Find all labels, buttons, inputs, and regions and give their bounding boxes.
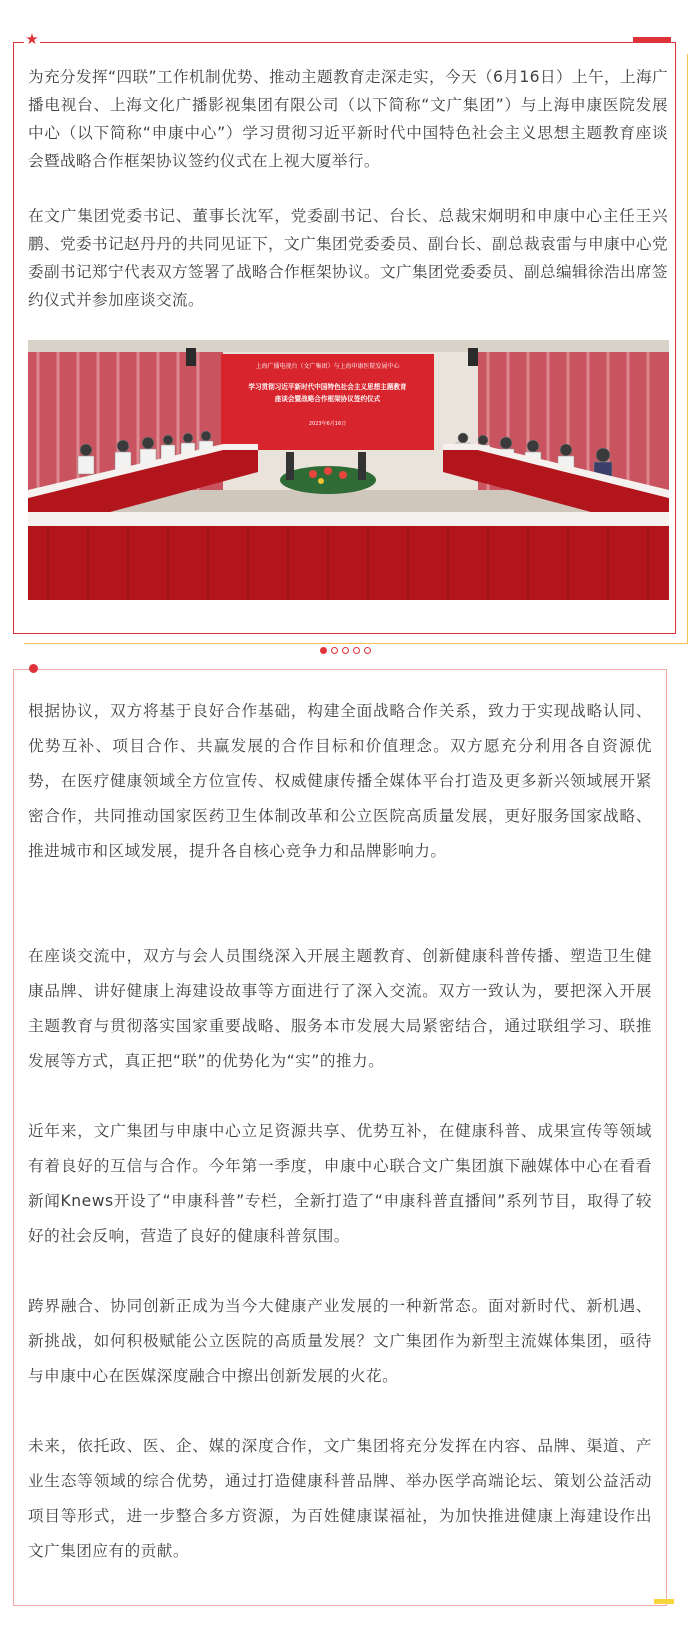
body-paragraph-3: 近年来，文广集团与申康中心立足资源共享、优势互补，在健康科普、成果宣传等领域有着良好的互信与合作。今年第一季度，申康中心联合文广集团旗下融媒体中心在看看新闻Knews开设了“申康科普”专栏，全新打造了“申康科普直播间”系列节目，取得了较好的社会反响，营造了良好的健康科普氛围。: [28, 1122, 652, 1245]
pagination-dot-1[interactable]: [320, 647, 327, 654]
pagination-dot-3[interactable]: [342, 647, 349, 654]
screen-title-line1: 学习贯彻习近平新时代中国特色社会主义思想主题教育: [248, 383, 407, 391]
screen-date: 2023年6月16日: [308, 421, 347, 427]
body-paragraph-2: 在座谈交流中，双方与会人员围绕深入开展主题教育、创新健康科普传播、塑造卫生健康品牌、讲好健康上海建设故事等方面进行了深入交流。双方一致认为，要把深入开展主题教育与贯彻落实国家重要战略、服务本市发展大局紧密结合，通过联组学习、联推发展等方式，真正把“联”的优势化为“实”的推力。: [28, 947, 652, 1070]
signing-ceremony-photo[interactable]: [28, 340, 669, 600]
yellow-dash-decoration: [654, 1599, 674, 1604]
pagination-dot-2[interactable]: [331, 647, 338, 654]
intro-paragraph-1: 为充分发挥“四联”工作机制优势、推动主题教育走深走实，今天（6月16日）上午，上海广播电视台、上海文化广播影视集团有限公司（以下简称“文广集团”）与上海申康医院发展中心（以下简称“申康中心”）学习贯彻习近平新时代中国特色社会主义思想主题教育座谈会暨战略合作框架协议签约仪式在上视大厦举行。: [28, 68, 668, 170]
card-dot-decoration: [29, 664, 38, 673]
star-icon: ★: [25, 30, 39, 48]
body-paragraph-1: 根据协议，双方将基于良好合作基础，构建全面战略合作关系，致力于实现战略认同、优势互补、项目合作、共赢发展的合作目标和价值理念。双方愿充分利用各自资源优势，在医疗健康领域全方位宣传、权威健康传播全媒体平台打造及更多新兴领域展开紧密合作，共同推动国家医药卫生体制改革和公立医院高质量发展，更好服务国家战略、推进城市和区域发展，提升各自核心竞争力和品牌影响力。: [28, 702, 652, 860]
conference-room-illustration: [28, 340, 669, 600]
body-paragraph-4: 跨界融合、协同创新正成为当今大健康产业发展的一种新常态。面对新时代、新机遇、新挑战，如何积极赋能公立医院的高质量发展？文广集团作为新型主流媒体集团，亟待与申康中心在医媒深度融合中擦出创新发展的火花。: [28, 1297, 652, 1385]
corner-tab-decoration: [633, 37, 671, 43]
pagination-dot-4[interactable]: [353, 647, 360, 654]
carousel-pagination: [320, 647, 371, 657]
screen-header-text: 上海广播电视台（文广集团）与上海申康医院发展中心: [255, 363, 400, 370]
intro-paragraph-2: 在文广集团党委书记、董事长沈军，党委副书记、台长、总裁宋炯明和申康中心主任王兴鹏、党委书记赵丹丹的共同见证下，文广集团党委委员、副台长、副总裁袁雷与申康中心党委副书记郑宁代表双方签署了战略合作框架协议。文广集团党委委员、副总编辑徐浩出席签约仪式并参加座谈交流。: [28, 207, 668, 309]
screen-title-line2: 座谈会暨战略合作框架协议签约仪式: [274, 395, 381, 403]
body-paragraph-5: 未来，依托政、医、企、媒的深度合作，文广集团将充分发挥在内容、品牌、渠道、产业生态等领域的综合优势，通过打造健康科普品牌、举办医学高端论坛、策划公益活动项目等形式，进一步整合多方资源，为百姓健康谋福祉，为加快推进健康上海建设作出文广集团应有的贡献。: [28, 1437, 652, 1560]
pagination-dot-5[interactable]: [364, 647, 371, 654]
